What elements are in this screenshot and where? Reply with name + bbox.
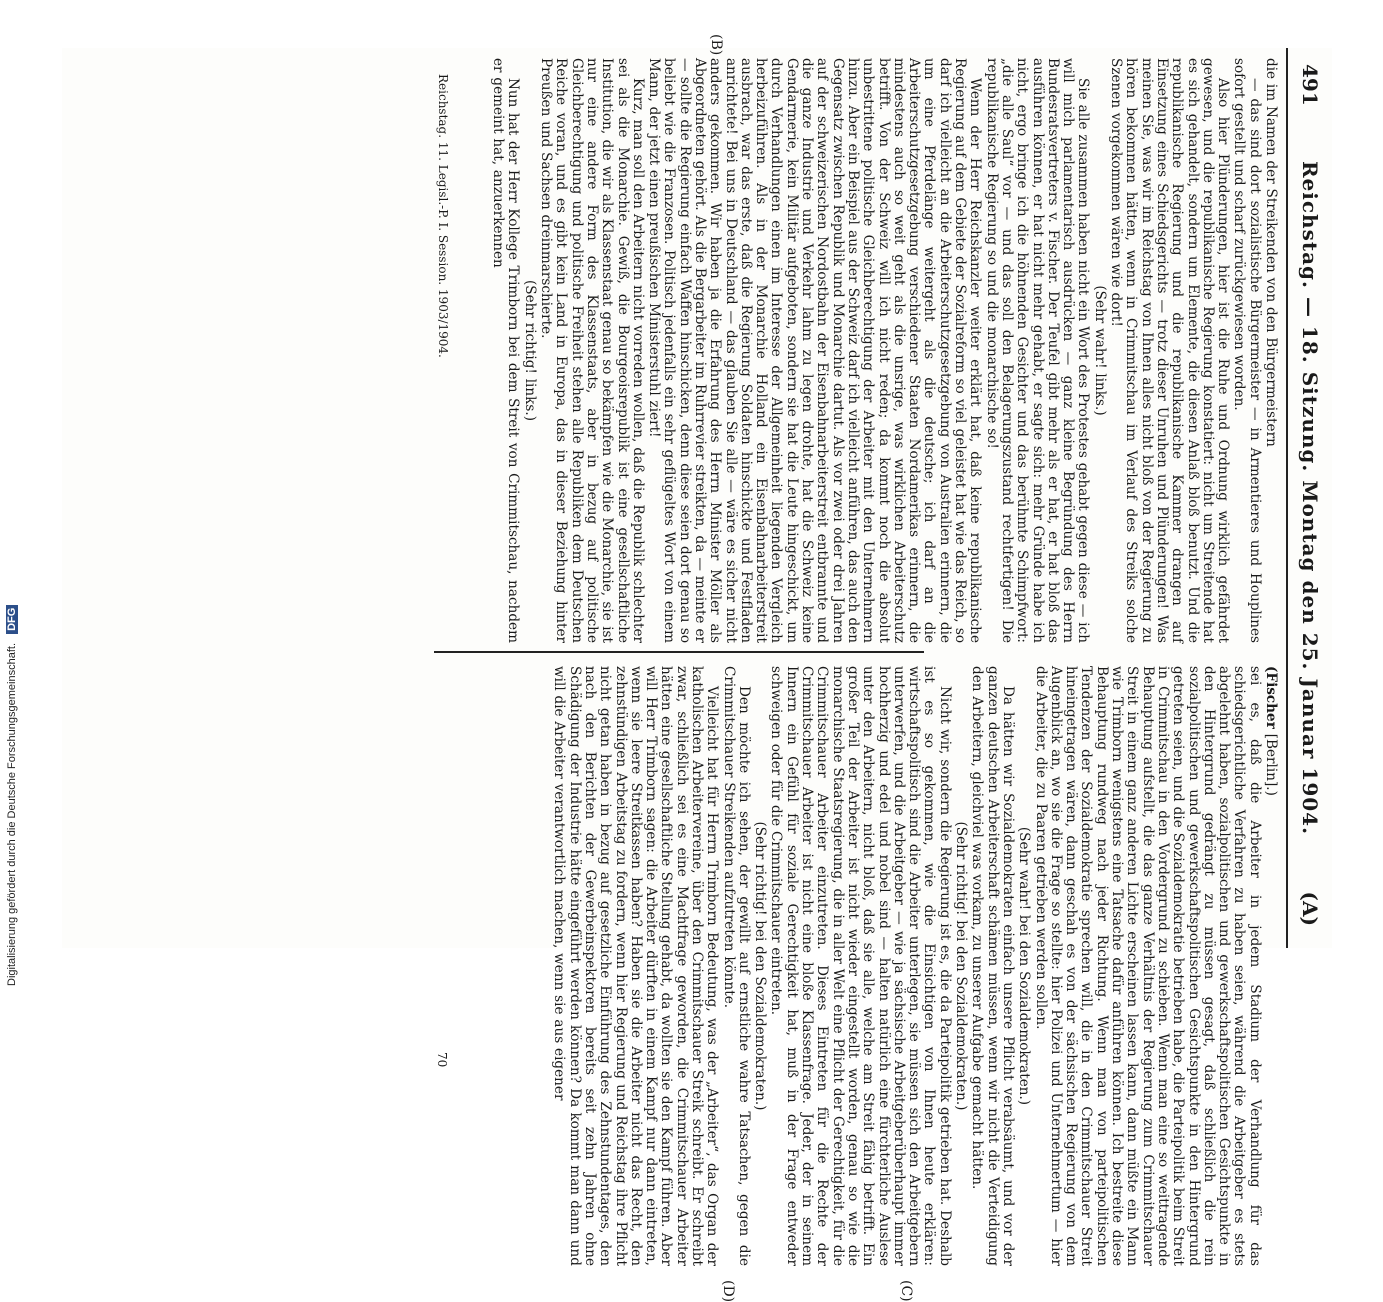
speaker-name: (Fischer (1263, 666, 1279, 729)
dfg-logo: DFG (6, 605, 18, 634)
digitization-credit (6, 605, 18, 986)
paragraph: Vielleicht hat für Herrn Trimborn Bedeutung, was der „Arbeiter“, das Organ der katholischen Arbeitervereine, über den Crimmitschauer Streik schreibt. Er schreibt zwar, schließlich sei es eine Machtfrage geworden, die Crimmitschauer Arbeiter hätten eine gesellschaftliche Stellung gehabt, da wollten sie den Kampf führen. Aber will Herr Trimborn sagen: die Arbeiter dürften in einem Kampf nur dann eintreten, wenn sie leere Streitkassen haben? Haben sie die Arbeiter nicht das Recht, den zehnstündigen Arbeitstag zu fordern, wenn hier Regierung und Reichstag ihre Pflicht nicht getan haben in bezug auf gesetzliche Einführung des Zehnstundentages, den nach den Berichten der Gewerbeinspektoren bereits seit zehn Jahren ohne Schädigung der Industrie hätte eingeführt werden können? Da kommt man dann und will die Arbeiter verantwortlich machen, wenn sie aus eigener (551, 666, 721, 1266)
paragraph: die im Namen der Streikenden von den Bürgermeistern (1263, 58, 1279, 447)
paragraph: Nun hat der Herr Kollege Trimborn bei dem Streit von Crimmitschau, nachdem er gemeint hat, anzuerkennen (490, 58, 522, 643)
interjection: (Sehr wahr! links.) (1091, 285, 1108, 416)
right-text-column (489, 58, 1278, 643)
paragraph: Da hätten wir Sozialdemokraten einfach unsere Pflicht verabsäumt, und vor der ganzen deutschen Arbeiterschaft schämen müssen, wenn wir nicht die Verteidigung den Arbeitern, gleichviel was vorkam, zu unserer Aufgabe gemacht hätten. (969, 666, 1016, 1266)
interjection: (Sehr richtig! bei den Sozialdemokraten.) (953, 821, 970, 1111)
speaker-location: [Berlin].) (1263, 733, 1279, 796)
page-header (1290, 48, 1332, 948)
paragraph: Den möchte ich sehen, der gewillt auf ernstliche wahre Tatsachen, gegen die Crimmitschauer Streikenden aufzutreten könnte. (720, 666, 752, 1266)
paragraph: sei es, daß die Arbeiter in jedem Stadium der Verhandlung für das schiedsgerichtliche Verfahren zu haben seien, während die Arbeitgeber es stets abgelehnt haben, sozialpolitischen und gewerkschaftspolitischen Gesichtspunkte in den Hintergrund gedrängt zu müssen gesagt, daß schließlich die rein sozialpolitischen und gewerkschaftspolitischen Gesichtspunkte in den Hintergrund getreten seien, und die Sozialdemokratie betrieben habe, die Parteipolitik beim Streit in Crimmitschau in den Vordergrund zu schieben. Wenn man eine so weittragende Behauptung aufstellt, die das ganze Verhältnis der Regierung zum Crimmitschauer Streit in einem ganz anderen Lichte erscheinen lassen kann, dann müßte ein Mann wie Trimborn wenigstens eine Tatsache dafür anführen können. Ich bestreite diese Behauptung rundweg nach jeder Richtung. Wenn man von parteipolitischen Tendenzen der Sozialdemokratie sprechen will, die in den Crimmitschauer Streit hineingetragen wären, dann geschah es von der sächsischen Regierung von dem Augenblick an, wo sie die Frage so stellte: hier Polizei und Unternehmertum — hier die Arbeiter, die zu Paaren getrieben werden sollen. (1032, 666, 1263, 1266)
paragraph: Sie alle zusammen haben nicht ein Wort des Protestes gehabt gegen diese — ich will mich parlamentarisch ausdrücken — ganz kleine Begründung des Herrn Bundesratsvertreters v. Fischer. Der Teufel gibt mehr als er hat, er hat bloß das ausführen können, er hat nicht mehr gehabt, er sagte sich: mehr Gründe habe ich nicht, ergo bringe ich die höhnenden Gesichter und das berühmte Schimpfwort: „die alle Saul“ vor — und das soll den Belagerungszustand rechtfertigen! Die republikanische Regierung so und die monarchische so! (983, 58, 1092, 643)
paragraph: Also hier Plünderungen, hier ist die Ruhe und Ordnung wirklich gefährdet gewesen, und die republikanische Regierung konstatiert: nicht um Streitende hat es sich gehandelt, sondern um Elemente, die diesen Anlaß bloß benutzt. Und die republikanische Regierung und die republikanische Kammer drangen auf Einsetzung eines Schiedsgerichts — trotz dieser Unruhen und Plünderungen! Was meinen Sie, was wir im Reichstag von Ihnen alles nicht bloß von der Regierung zu hören bekommen hätten, wenn in Crimmitschau im Verlauf des Streiks solche Szenen vorgekommen wären wie dort! (1108, 58, 1232, 643)
scanned-page (62, 34, 1332, 1302)
paragraph: Kurz, man soll den Arbeitern nicht vorreden wollen, daß die Republik schlechter sei als die Monarchie. Gewiß, die Bourgeoisrepublik ist eine gesellschaftliche Institution, die wir als Klassenstaat genau so bekämpfen wie die Monarchie, sie ist nur eine andere Form des Klassenstaats, aber in bezug auf politische Gleichberechtigung und politische Freiheit stehen alle Republiken dem Deutschen Reiche voran, und es gibt kein Land in Europa, das in dieser Beziehung hinter Preußen und Sachsen dreinmarschierte. (538, 58, 646, 643)
section-marker-a: (A) (1298, 891, 1322, 926)
running-title: Reichstag. — 18. Sitzung. Montag den 25. Januar 1904. (1298, 160, 1322, 836)
credit-text: Digitalisierung gefördert durch die Deutsche Forschungsgemeinschaft. (6, 642, 18, 986)
interjection: (Sehr richtig! bei den Sozialdemokraten.) (752, 821, 769, 1111)
section-marker-d: (D) (720, 1280, 736, 1302)
paragraph: — das sind dort sozialistische Bürgermeister — in Armentieres und Houplines sofort gestellt und scharf zurückgewiesen worden. (1231, 58, 1263, 643)
footer-sheet-number: 70 (435, 1052, 449, 1068)
interjection: (Sehr wahr! bei den Sozialdemokraten.) (1016, 826, 1033, 1106)
section-marker-b: (B) (708, 34, 724, 56)
header-rule (1286, 48, 1288, 948)
page-number: 491 (1298, 64, 1322, 106)
column-divider (434, 651, 924, 653)
section-marker-c: (C) (898, 1280, 914, 1302)
paragraph: Wenn der Herr Reichskanzler weiter erklärt hat, daß keine republikanische Regierung auf dem Gebiete der Sozialreform so viel geleistet hat wie das Reich, so darf ich vielleicht an die Arbeiterschutzgesetzgebung von Australien erinnern, die um eine Pferdelänge weitergeht als die deutsche; ich darf an die Arbeiterschutzgesetzgebung verschiedener Staaten Nordamerikas erinnern, die mindestens auch so weit geht als die unsrige, was wirklichen Arbeiterschutz betrifft. Von der Schweiz will ich nicht reden; da kommt noch die absolut unbestrittene politische Gleichberechtigung der Arbeiter mit den Unternehmern hinzu. Aber ein Beispiel aus der Schweiz darf ich vielleicht anführen, das auch den Gegensatz zwischen Republik und Monarchie dartut. Als vor zwei oder drei Jahren auf der schweizerischen Nordostbahn der Eisenbahnarbeiterstreit entbrannte und die ganze Industrie und Verkehr lahm zu legen drohte, hat die Schweiz keine Gendarmerie, kein Militär aufgeboten, sondern sie hat die Leute hingeschickt, um durch Verhandlungen einen im Interesse der Allgemeinheit liegenden Vergleich herbeizuführen. Als in der Monarchie Holland ein Eisenbahnarbeiterstreit ausbrach, war das erste, daß die Regierung Soldaten hinschickte und Festfladen anrichtete! Bei uns in Deutschland — das glauben Sie alle — wäre es sicher nicht anders gekommen. Wir haben ja die Erfahrung des Herrn Minister Möller als Abgeordneten gehört. Als die Bergarbeiter im Ruhrrevier streikten, da — meinte er — sollte die Regierung einfach Waffen hinschicken, denn diese seien dort genau so beliebt wie die Franzosen. Politisch jedenfalls ein sehr geflügeltes Wort von einem Mann, der jetzt einen preußischen Ministerstuhl ziert! (646, 58, 984, 643)
paragraph: Nicht wir, sondern die Regierung ist es, die da Parteipolitik getrieben hat. Deshalb ist es so gekommen, wie die Einsichtigen von Ihnen heute erklären: wirtschaftspolitisch sind die Arbeiter unterlegen, sie müssen sich den Arbeitgebern unterwerfen, und die Arbeitgeber — wie ja sächsische Arbeitgeberüberhaupt immer hochherzig und edel und nobel sind — halten natürlich eine fürchterliche Auslese unter den Arbeitern, nicht bloß, daß sie alle, welche am Streit fähig betrifft. Ein großer Teil der Arbeiter ist nicht wieder eingestellt worden, genau so wie die monarchische Staatsregierung, die in aller Welt eine Pflicht der Gerechtigkeit, für die Crimmitschauer Arbeiter einzutreten. Dieses Eintreten für die Rechte der Crimmitschauer Arbeiter ist nicht eine bloße Klassenfrage. Jeder, der in seinem Innern ein Gefühl für soziale Gerechtigkeit hat, muß in der Frage entweder schweigen oder für die Crimmitschauer eintreten. (768, 666, 953, 1266)
footer-session: Reichstag. 11. Legisl.-P. I. Session. 1903/1904. (436, 74, 450, 358)
left-text-column (550, 666, 1278, 1266)
interjection: (Sehr richtig! links.) (521, 279, 538, 422)
